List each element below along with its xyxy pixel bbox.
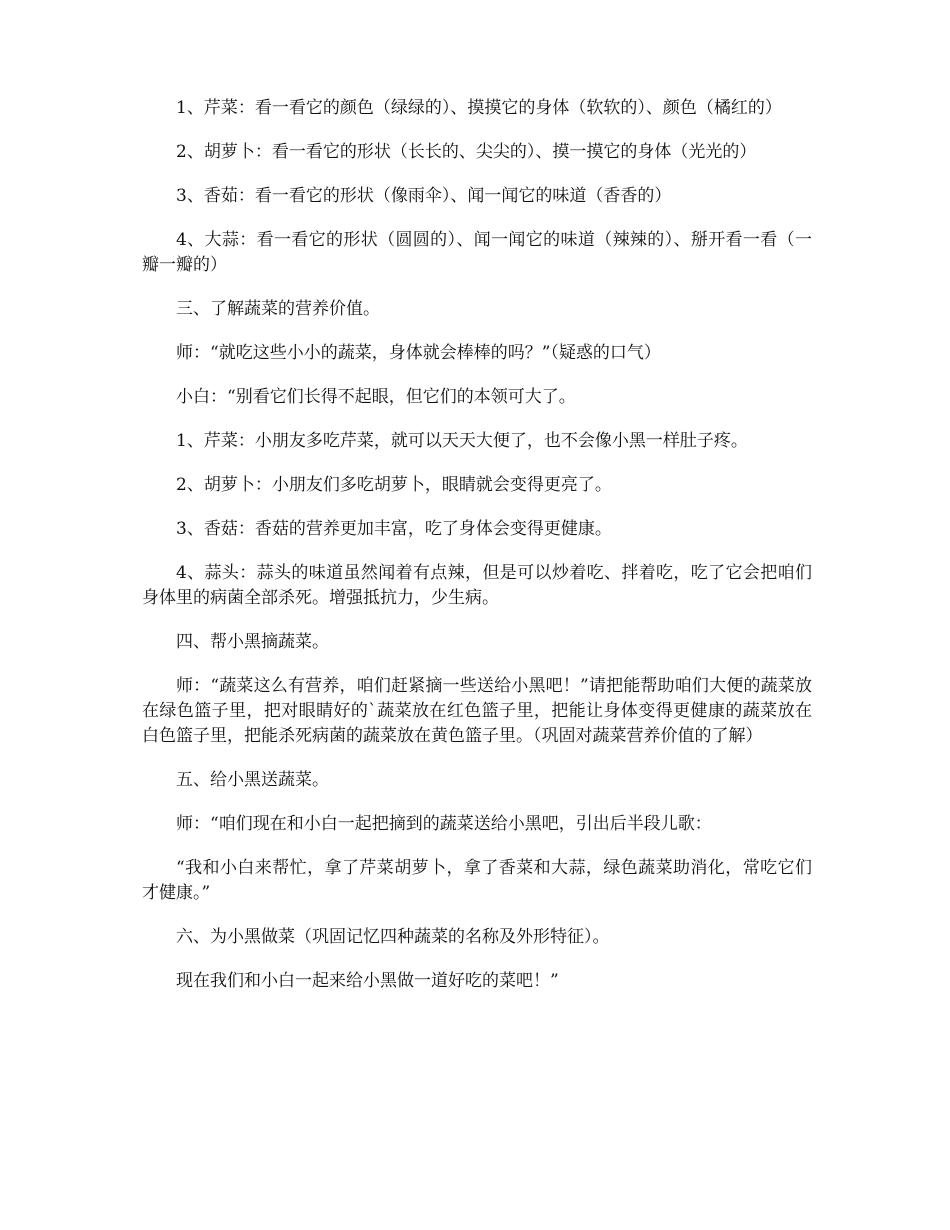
paragraph: 小白：“别看它们长得不起眼，但它们的本领可大了。 <box>176 387 576 407</box>
section-heading: 四、帮小黑摘蔬菜。 <box>176 632 329 652</box>
paragraph: 现在我们和小白一起来给小黑做一道好吃的菜吧！” <box>176 971 559 991</box>
paragraph: “我和小白来帮忙，拿了芹菜胡萝卜，拿了香菜和大蒜，绿色蔬菜助消化，常吃它们才健康。” <box>142 858 812 903</box>
paragraph: 师：“就吃这些小小的蔬菜，身体就会棒棒的吗？”（疑惑的口气） <box>176 343 661 363</box>
paragraph: 1、芹菜：看一看它的颜色（绿绿的）、摸摸它的身体（软软的）、颜色（橘红的） <box>176 98 782 118</box>
paragraph: 师：“蔬菜这么有营养，咱们赶紧摘一些送给小黑吧！”请把能帮助咱们大便的蔬菜放在绿色篮子里，把对眼睛好的`蔬菜放在红色篮子里，把能让身体变得更健康的蔬菜放在白色篮子里，把能杀死病菌的蔬菜放在黄色篮子里。（巩固对蔬菜营养价值的了解） <box>142 676 812 746</box>
paragraph: 3、香菇：香菇的营养更加丰富，吃了身体会变得更健康。 <box>176 519 612 539</box>
section-heading: 五、给小黑送蔬菜。 <box>176 770 329 790</box>
paragraph: 1、芹菜：小朋友多吃芹菜，就可以天天大便了，也不会像小黑一样肚子疼。 <box>176 431 748 451</box>
document-body <box>142 96 812 1013</box>
paragraph: 3、香茹：看一看它的形状（像雨伞）、闻一闻它的味道（香香的） <box>176 186 672 206</box>
section-heading: 三、了解蔬菜的营养价值。 <box>176 299 380 319</box>
paragraph: 2、胡萝卜：小朋友们多吃胡萝卜，眼睛就会变得更亮了。 <box>176 475 612 495</box>
paragraph: 4、大蒜：看一看它的形状（圆圆的）、闻一闻它的味道（辣辣的）、掰开看一看（一瓣一瓣的） <box>142 230 812 275</box>
paragraph: 4、蒜头：蒜头的味道虽然闻着有点辣，但是可以炒着吃、拌着吃，吃了它会把咱们身体里的病菌全部杀死。增强抵抗力，少生病。 <box>142 563 812 608</box>
section-heading: 六、为小黑做菜（巩固记忆四种蔬菜的名称及外形特征）。 <box>176 927 610 947</box>
paragraph: 2、胡萝卜：看一看它的形状（长长的、尖尖的）、摸一摸它的身体（光光的） <box>176 142 757 162</box>
paragraph: 师：“咱们现在和小白一起把摘到的蔬菜送给小黑吧，引出后半段儿歌： <box>176 814 712 834</box>
